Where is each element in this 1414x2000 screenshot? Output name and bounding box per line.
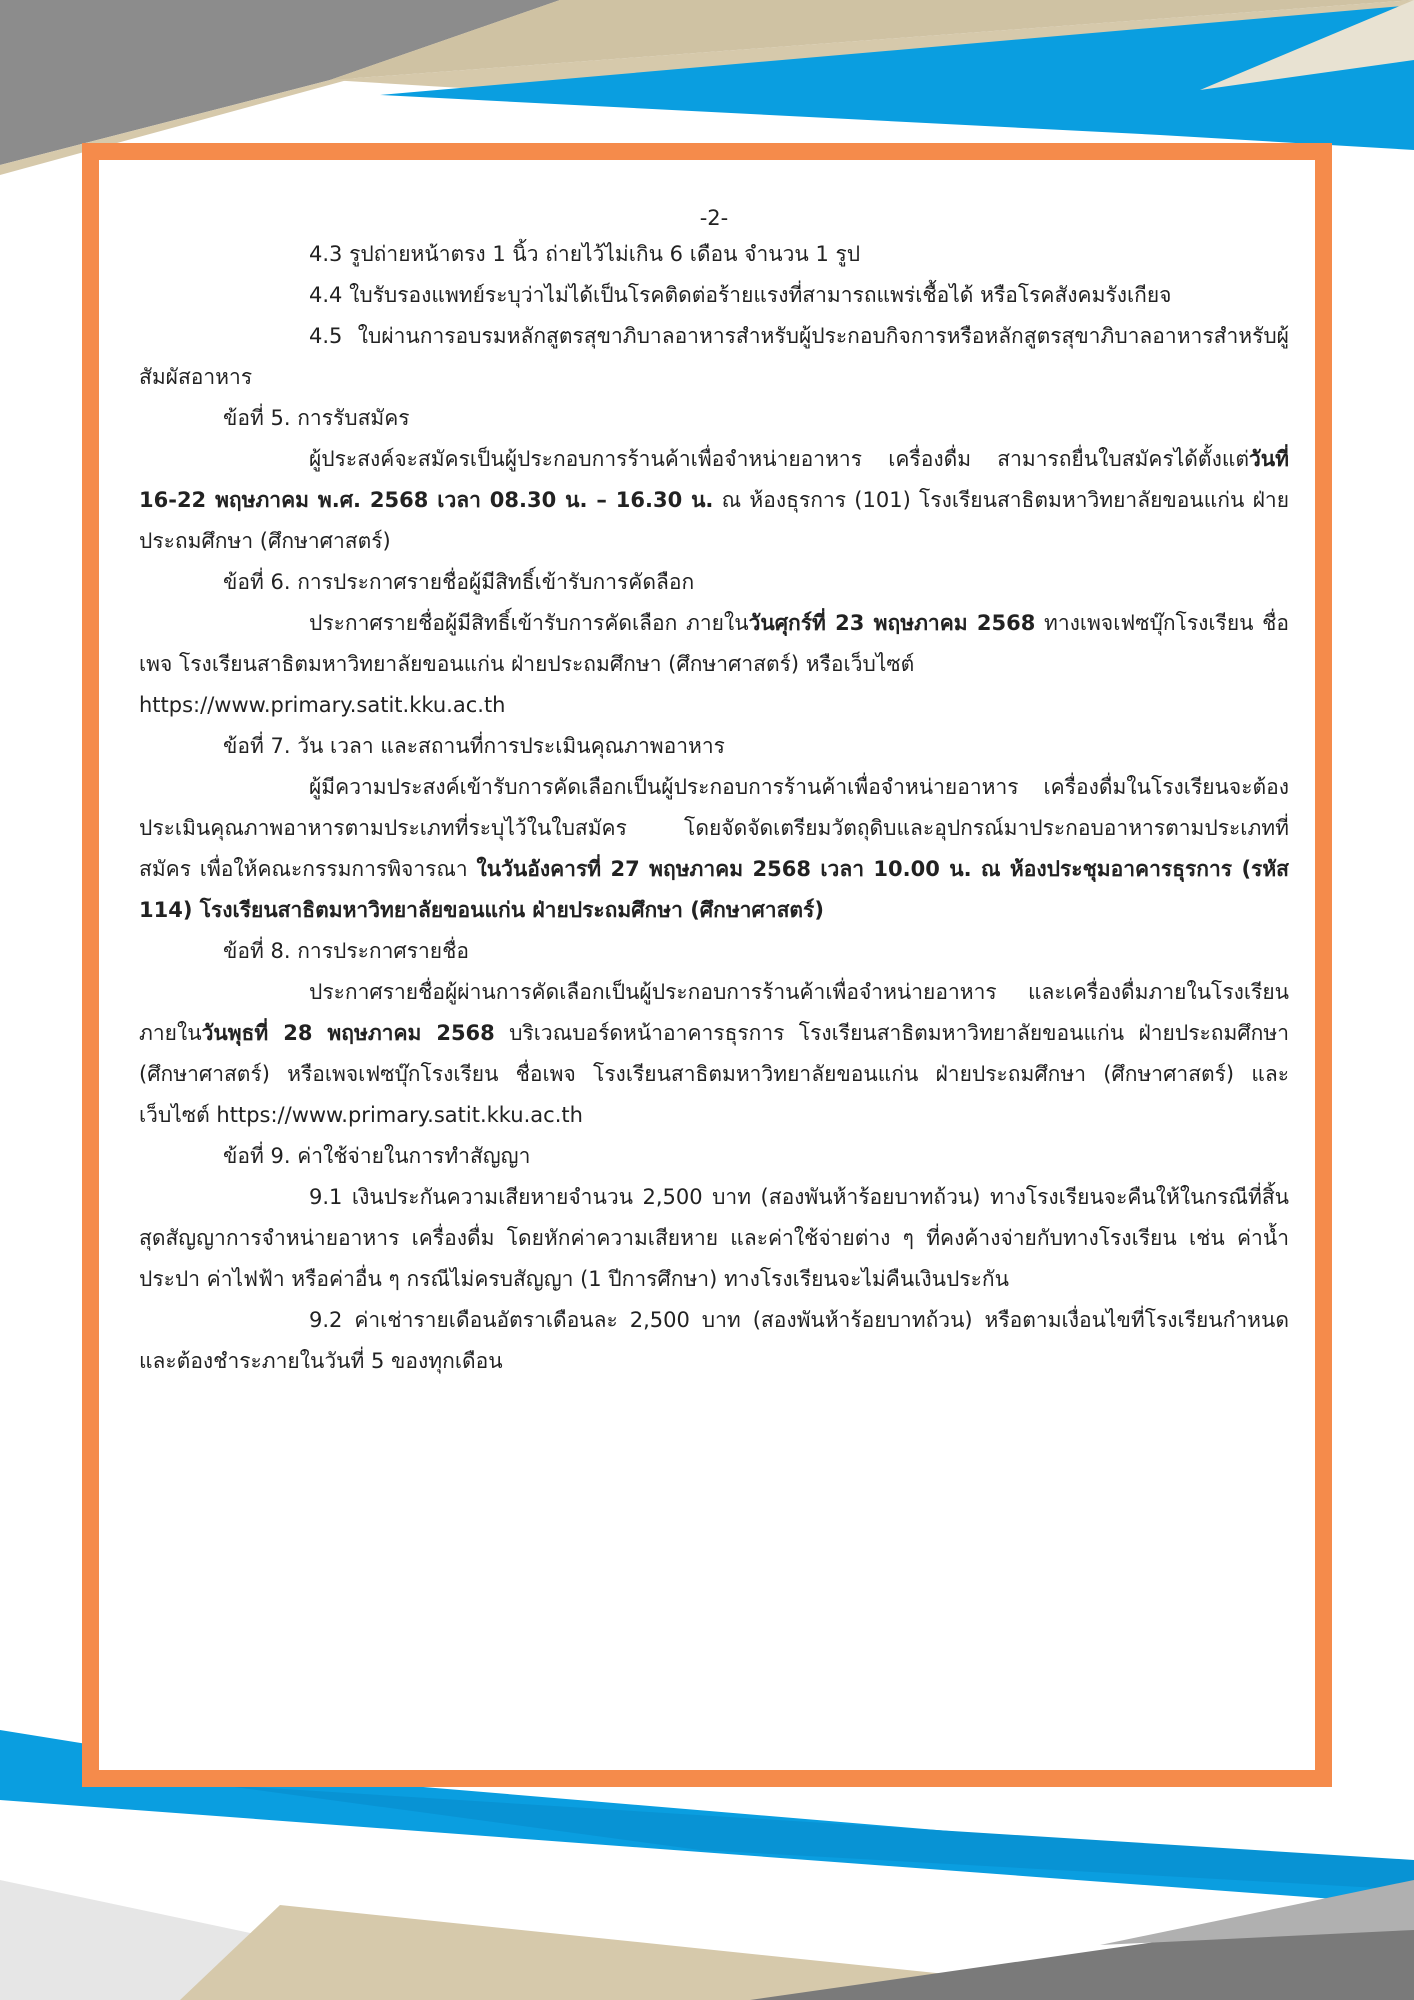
item-4-3: 4.3 รูปถ่ายหน้าตรง 1 นิ้ว ถ่ายไว้ไม่เกิน 6 เดือน จำนวน 1 รูป — [309, 242, 861, 266]
section-7-text-a: ผู้มีความประสงค์เข้ารับการคัดเลือกเป็นผู้ประกอบการร้านค้าเพื่อจำหน่ายอาหาร เครื่องดื่มในโรงเรียนจะต้องประเมินคุณภาพอาหารตามประเภทที่ระบุไว้ในใบสมัคร โดยจัดจัดเตรียมวัตถุดิบและอุปกรณ์มาประกอบอาหารตามประเภทที่สมัคร เพื่อให้คณะกรรมการพิจารณา — [139, 775, 1289, 881]
section-8-text-a: ประกาศรายชื่อผู้ผ่านการคัดเลือกเป็นผู้ประกอบการร้านค้าเพื่อจำหน่ายอาหาร และเครื่องดื่มภายในโรงเรียน ภายใน — [139, 980, 1289, 1045]
item-4-4: 4.4 ใบรับรองแพทย์ระบุว่าไม่ได้เป็นโรคติดต่อร้ายแรงที่สามารถแพร่เชื้อได้ หรือโรคสังคมรังเกียจ — [309, 283, 1172, 307]
section-6-url[interactable]: https://www.primary.satit.kku.ac.th — [139, 693, 506, 717]
document-body — [139, 160, 1289, 1382]
item-9-1: 9.1 เงินประกันความเสียหายจำนวน 2,500 บาท (สองพันห้าร้อยบาทถ้วน) ทางโรงเรียนจะคืนให้ในกรณีที่สิ้นสุดสัญญาการจำหน่ายอาหาร เครื่องดื่ม โดยหักค่าความเสียหาย และค่าใช้จ่ายต่าง ๆ ที่คงค้างจ่ายกับทางโรงเรียน เช่น ค่าน้ำประปา ค่าไฟฟ้า หรือค่าอื่น ๆ กรณีไม่ครบสัญญา (1 ปีการศึกษา) ทางโรงเรียนจะไม่คืนเงินประกัน — [139, 1185, 1289, 1291]
section-7-heading: ข้อที่ 7. วัน เวลา และสถานที่การประเมินคุณภาพอาหาร — [223, 734, 725, 758]
section-5-heading: ข้อที่ 5. การรับสมัคร — [223, 406, 410, 430]
section-6-heading: ข้อที่ 6. การประกาศรายชื่อผู้มีสิทธิ์เข้ารับการคัดลือก — [223, 570, 695, 594]
section-7-date-venue: ในวันอังคารที่ 27 พฤษภาคม 2568 เวลา 10.00 น. ณ ห้องประชุมอาคารธุรการ (รหัส 114) โรงเรียนสาธิตมหาวิทยาลัยขอนแก่น ฝ่ายประถมศึกษา (ศึกษาศาสตร์) — [139, 857, 1289, 922]
section-8-date: วันพุธที่ 28 พฤษภาคม 2568 — [201, 1021, 495, 1045]
item-4-5: 4.5 ใบผ่านการอบรมหลักสูตรสุขาภิบาลอาหารสำหรับผู้ประกอบกิจการหรือหลักสูตรสุขาภิบาลอาหารสำหรับผู้สัมผัสอาหาร — [139, 324, 1289, 389]
section-7-text — [139, 767, 1289, 931]
section-6-date: วันศุกร์ที่ 23 พฤษภาคม 2568 — [748, 611, 1036, 635]
section-9-heading: ข้อที่ 9. ค่าใช้จ่ายในการทำสัญญา — [223, 1144, 531, 1168]
section-6-text-b: ทางเพจเฟซบุ๊กโรงเรียน ชื่อเพจ โรงเรียนสาธิตมหาวิทยาลัยขอนแก่น ฝ่ายประถมศึกษา (ศึกษาศาสตร์) หรือเว็บไซต์ — [139, 611, 1289, 676]
document-frame — [82, 143, 1332, 1787]
section-6-text-a: ประกาศรายชื่อผู้มีสิทธิ์เข้ารับการคัดเลือก ภายใน — [309, 611, 749, 635]
section-6-text — [139, 603, 1289, 685]
section-5-text-b: ณ ห้องธุรการ (101) โรงเรียนสาธิตมหาวิทยาลัยขอนแก่น ฝ่ายประถมศึกษา (ศึกษาศาสตร์) — [139, 488, 1289, 553]
item-9-2: 9.2 ค่าเช่ารายเดือนอัตราเดือนละ 2,500 บาท (สองพันห้าร้อยบาทถ้วน) หรือตามเงื่อนไขที่โรงเรียนกำหนด และต้องชำระภายในวันที่ 5 ของทุกเดือน — [139, 1308, 1289, 1373]
section-8-text-b: บริเวณบอร์ดหน้าอาคารธุรการ โรงเรียนสาธิตมหาวิทยาลัยขอนแก่น ฝ่ายประถมศึกษา (ศึกษาศาสตร์) หรือเพจเฟซบุ๊กโรงเรียน ชื่อเพจ โรงเรียนสาธิตมหาวิทยาลัยขอนแก่น ฝ่ายประถมศึกษา (ศึกษาศาสตร์) และเว็บไซต์ https://www.primary.satit.kku.ac.th — [139, 1021, 1289, 1127]
section-5-text-a: ผู้ประสงค์จะสมัครเป็นผู้ประกอบการร้านค้าเพื่อจำหน่ายอาหาร เครื่องดื่ม สามารถยื่นใบสมัครได้ตั้งแต่ — [309, 447, 1249, 471]
page-number: -2- — [699, 206, 729, 230]
section-8-heading: ข้อที่ 8. การประกาศรายชื่อ — [223, 939, 469, 963]
section-5-date: วันที่ 16-22 พฤษภาคม พ.ศ. 2568 เวลา 08.30 น. – 16.30 น. — [139, 447, 1289, 512]
section-5-text — [139, 439, 1289, 562]
section-8-text — [139, 972, 1289, 1136]
